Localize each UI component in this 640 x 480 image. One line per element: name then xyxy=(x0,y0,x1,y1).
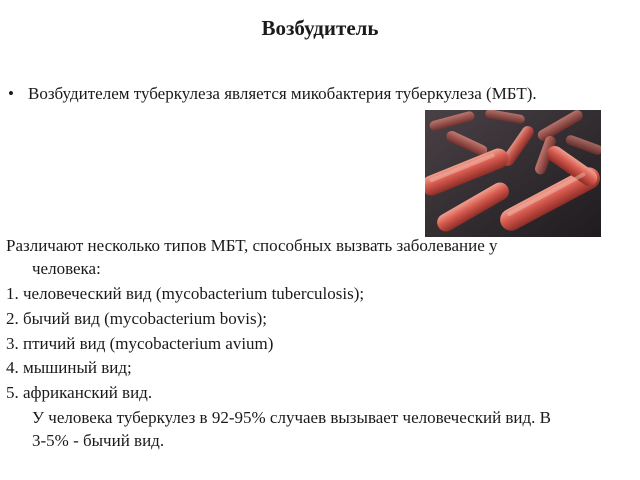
list-item: 1. человеческий вид (mycobacterium tuberculosis); xyxy=(6,284,365,303)
list-item: 2. бычий вид (mycobacterium bovis); xyxy=(6,309,267,328)
intro-line-1: Различают несколько типов МБТ, способных вызвать заболевание у xyxy=(6,236,498,255)
list-item: 4. мышиный вид; xyxy=(6,358,132,377)
bacteria-image xyxy=(425,110,601,237)
conclusion-line-2: 3-5% - бычий вид. xyxy=(32,431,165,450)
intro-line-2: человека: xyxy=(32,259,101,278)
bullet-marker: • xyxy=(8,84,14,103)
list-item: 5. африканский вид. xyxy=(6,383,153,402)
list-item: 3. птичий вид (mycobacterium avium) xyxy=(6,334,274,353)
bullet-text: Возбудителем туберкулеза является микобактерия туберкулеза (МБТ). xyxy=(28,84,537,103)
conclusion-line-1: У человека туберкулез в 92-95% случаев вызывает человеческий вид. В xyxy=(32,408,552,427)
slide-title: Возбудитель xyxy=(261,16,379,40)
bacteria-illustration xyxy=(425,110,601,237)
bullet-item xyxy=(8,84,537,104)
